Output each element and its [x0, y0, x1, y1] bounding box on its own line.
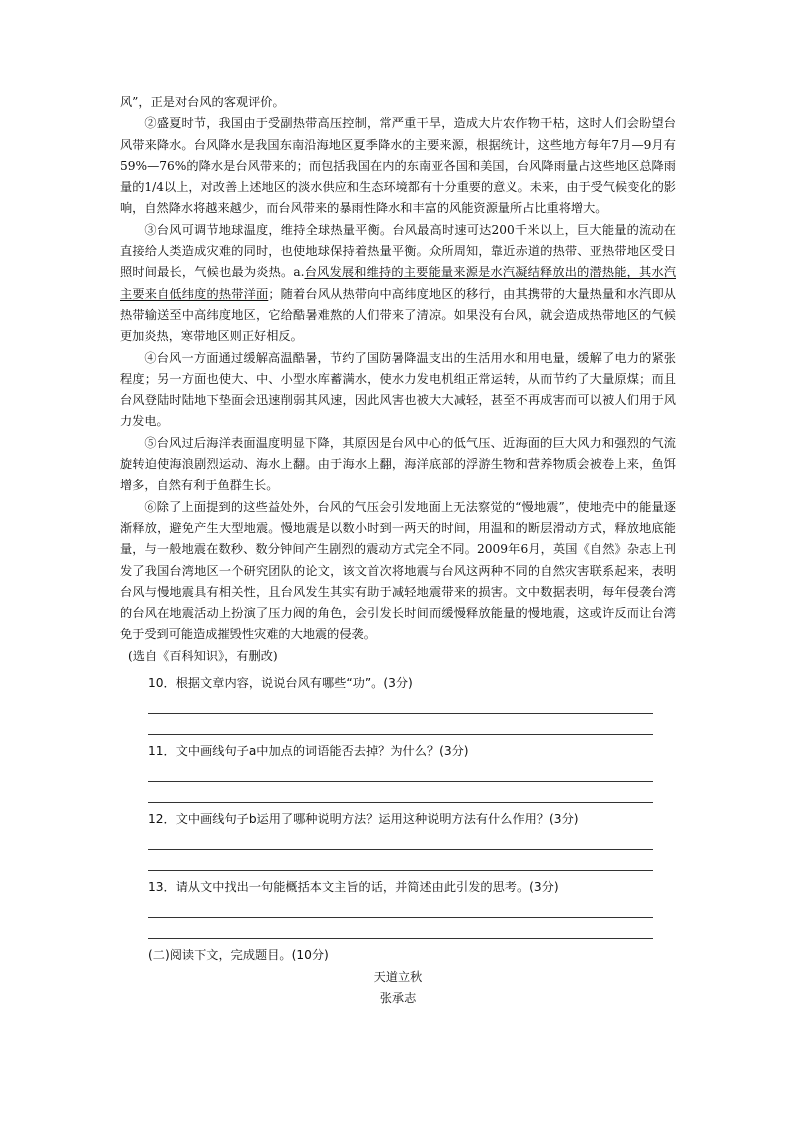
underlined-sentence-a: 台风发展和维持的主要能量来源是水汽凝结释放出的潜热能，其水汽主要来自低纬度的热带洋面 — [120, 265, 677, 301]
paragraph-2: ②盛夏时节，我国由于受副热带高压控制，常严重干旱，造成大片农作物干枯，这时人们会盼望台风带来降水。台风降水是我国东南沿海地区夏季降水的主要来源，根据统计，这些地方每年7月—9月有59%—76%的降水是台风带来的；而包括我国在内的东南亚各国和美国，台风降雨量占这些地区总降雨量的1/4以上，对改善上述地区的淡水供应和生态环境都有十分重要的意义。未来，由于受气候变化的影响，自然降水将越来越少，而台风带来的暴雨性降水和丰富的风能资源量所占比重将增大。 — [120, 116, 676, 216]
paragraph-3 — [120, 220, 676, 348]
paragraph-6: ⑥除了上面提到的这些益处外，台风的气压会引发地面上无法察觉的“慢地震”，使地壳中的能量逐渐释放，避免产生大型地震。慢地震是以数小时到一两天的时间，用温和的断层滑动方式，释放地底能量，与一般地震在数秒、数分钟间产生剧烈的震动方式完全不同。2009年6月，英国《自然》杂志上刊发了我国台湾地区一个研究团队的论文，该文首次将地震与台风这两种不同的自然灾害联系起来，表明台风与慢地震具有相关性，且台风发生其实有助于减轻地震带来的损害。文中数据表明，每年侵袭台湾的台风在地震活动上扮演了压力阀的角色，会引发长时间而缓慢释放能量的慢地震，这或许反而让台湾免于受到可能造成摧毁性灾难的大地震的侵袭。 — [120, 499, 676, 642]
document-page — [120, 92, 676, 1009]
section-2-heading: (二)阅读下文，完成题目。(10分) — [148, 948, 329, 963]
paragraph-continued: 风”，正是对台风的客观评价。 — [120, 95, 285, 109]
question-12 — [120, 809, 676, 871]
question-11-text: 11．文中画线句子a中加点的词语能否去掉？为什么？(3分) — [148, 744, 469, 759]
paragraph-3-text-b: ；随着台风从热带向中高纬度地区的移行，由其携带的大量热量和水汽即从热带输送至中高纬度地区，它给酷暑难熬的人们带来了清凉。如果没有台风，就会造成热带地区的气候更加炎热，寒带地区则正好相反。 — [120, 286, 676, 344]
question-10 — [120, 673, 676, 735]
answer-line[interactable] — [148, 782, 653, 803]
question-10-text: 10．根据文章内容，说说台风有哪些“功”。(3分) — [148, 676, 413, 691]
answer-line[interactable] — [148, 850, 653, 871]
paragraph-3-text-a: ③台风可调节地球温度，维持全球热量平衡。台风最高时速可达200千米以上，巨大能量的流动在直接给人类造成灾难的同时，也使地球保持着热量平衡。众所周知，靠近赤道的热带、亚热带地区受日照时间最长，气候也最为炎热。a. — [120, 222, 676, 280]
source-note: (选自《百科知识》，有删改) — [128, 648, 278, 663]
answer-line[interactable] — [148, 829, 653, 850]
answer-line[interactable] — [148, 693, 653, 714]
answer-line[interactable] — [148, 897, 653, 918]
paragraph-4: ④台风一方面通过缓解高温酷暑，节约了国防暑降温支出的生活用水和用电量，缓解了电力的紧张程度；另一方面也使大、中、小型水库蓄满水，使水力发电机组正常运转，从而节约了大量原煤；而且台风登陆时陆地下垫面会迅速削弱其风速，因此风害也被大大减轻，甚至不再成害而可以被人们用于风力发电。 — [120, 350, 676, 429]
question-11 — [120, 741, 676, 803]
question-12-text: 12．文中画线句子b运用了哪种说明方法？运用这种说明方法有什么作用？(3分) — [148, 812, 579, 827]
answer-line[interactable] — [148, 918, 653, 939]
answer-line[interactable] — [148, 714, 653, 735]
question-13-text: 13．请从文中找出一句能概括本文主旨的话，并简述由此引发的思考。(3分) — [148, 880, 559, 895]
answer-line[interactable] — [148, 761, 653, 782]
paragraph-5: ⑤台风过后海洋表面温度明显下降，其原因是台风中心的低气压、近海面的巨大风力和强烈的气流旋转迫使海浪剧烈运动、海水上翻。由于海水上翻，海洋底部的浮游生物和营养物质会被卷上来，鱼饵增多，自然有利于鱼群生长。 — [120, 435, 676, 493]
article-title: 天道立秋 — [373, 970, 423, 985]
question-13 — [120, 877, 676, 939]
article-author: 张承志 — [379, 991, 417, 1006]
